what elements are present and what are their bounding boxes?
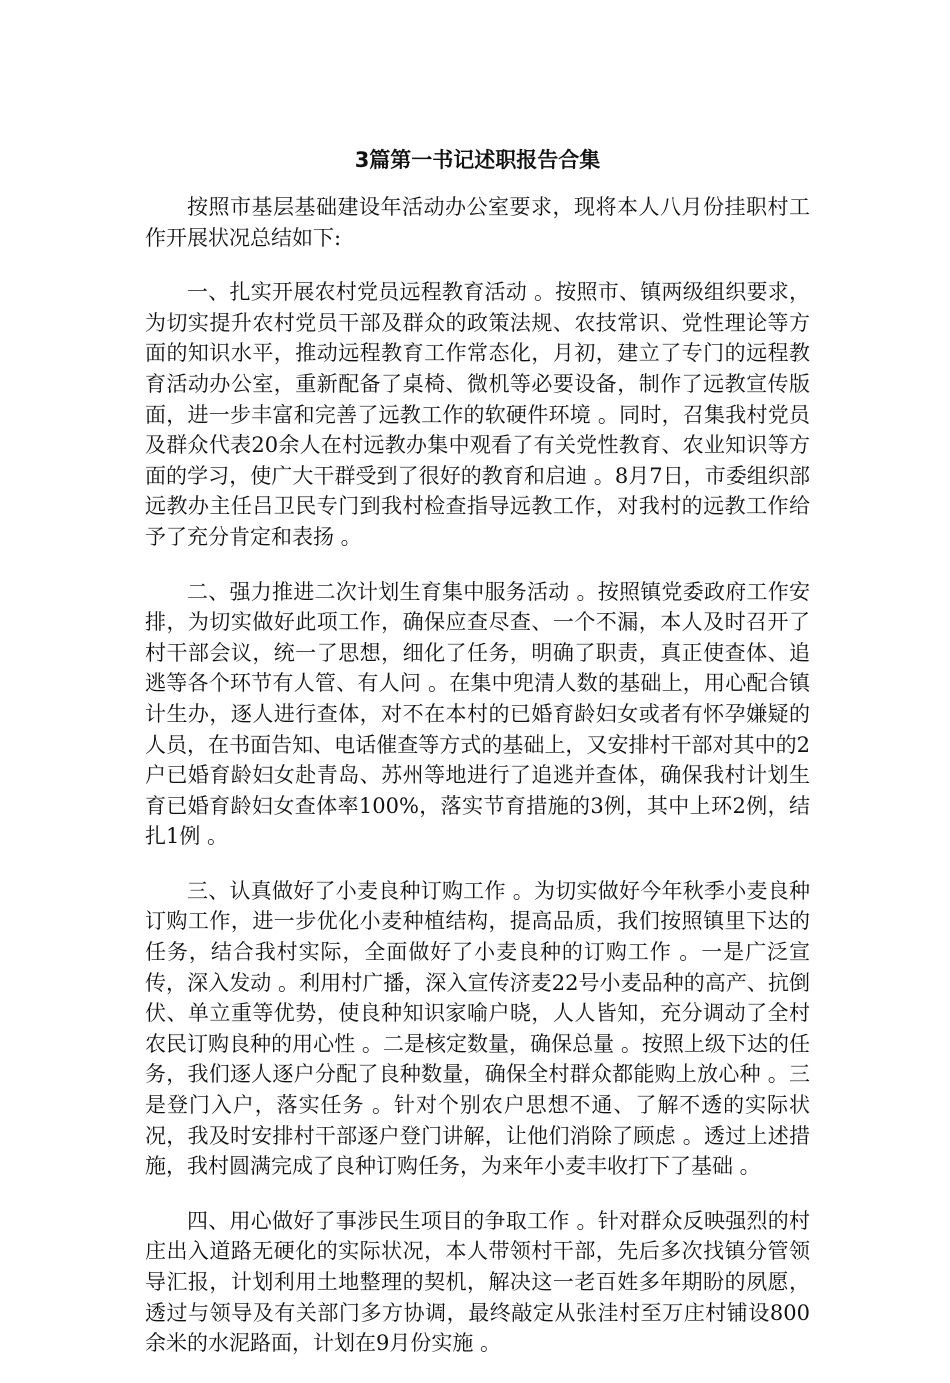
paragraph-livelihood-project: 四、用心做好了事涉民生项目的争取工作 。针对群众反映强烈的村庄出入道路无硬化的实际状况，本人带领村干部，先后多次找镇分管领导汇报，计划利用土地整理的契机，解决这一老百姓多年期盼的夙愿，透过与领导及有关部门多方协调，最终敲定从张洼村至万庄村铺设800余米的水泥路面，计划在9月份实施 。 [145,1208,810,1356]
document-body [145,145,810,1383]
paragraph-remote-education: 一、扎实开展农村党员远程教育活动 。按照市、镇两级组织要求，为切实提升农村党员干部及群众的政策法规、农技常识、党性理论等方面的知识水平，推动远程教育工作常态化，月初，建立了专门的远程教育活动办公室，重新配备了桌椅、微机等必要设备，制作了远教宣传版面，进一步丰富和完善了远教工作的软硬件环境 。同时，召集我村党员及群众代表20余人在村远教办集中观看了有关党性教育、农业知识等方面的学习，使广大干群受到了很好的教育和启迪 。8月7日，市委组织部远教办主任吕卫民专门到我村检查指导远教工作，对我村的远教工作给予了充分肯定和表扬 。 [145,280,810,549]
paragraph-wheat-seed: 三、认真做好了小麦良种订购工作 。为切实做好今年秋季小麦良种订购工作，进一步优化小麦种植结构，提高品质，我们按照镇里下达的任务，结合我村实际，全面做好了小麦良种的订购工作 。一是广泛宣传，深入发动 。利用村广播，深入宣传济麦22号小麦品种的高产、抗倒伏、单立重等优势，使良种知识家喻户晓，人人皆知，充分调动了全村农民订购良种的用心性 。二是核定数量，确保总量 。按照上级下达的任务，我们逐人逐户分配了良种数量，确保全村群众都能购上放心种 。三是登门入户，落实任务 。针对个别农户思想不通、了解不透的实际状况，我及时安排村干部逐户登门讲解，让他们消除了顾虑 。透过上述措施，我村圆满完成了良种订购任务，为来年小麦丰收打下了基础 。 [145,878,810,1179]
document-title: 3篇第一书记述职报告合集 [354,148,601,172]
paragraph-family-planning: 二、强力推进二次计划生育集中服务活动 。按照镇党委政府工作安排，为切实做好此项工作，确保应查尽查、一个不漏，本人及时召开了村干部会议，统一了思想，细化了任务，明确了职责，真正使查体、追逃等各个环节有人管、有人问 。在集中兜清人数的基础上，用心配合镇计生办，逐人进行查体，对不在本村的已婚育龄妇女或者有怀孕嫌疑的人员，在书面告知、电话催查等方式的基础上，又安排村干部对其中的2户已婚育龄妇女赴青岛、苏州等地进行了追逃并查体，确保我村计划生育已婚育龄妇女查体率100%，落实节育措施的3例，其中上环2例，结扎1例 。 [145,579,810,849]
paragraph-intro: 按照市基层基础建设年活动办公室要求，现将本人八月份挂职村工作开展状况总结如下: [145,195,810,250]
